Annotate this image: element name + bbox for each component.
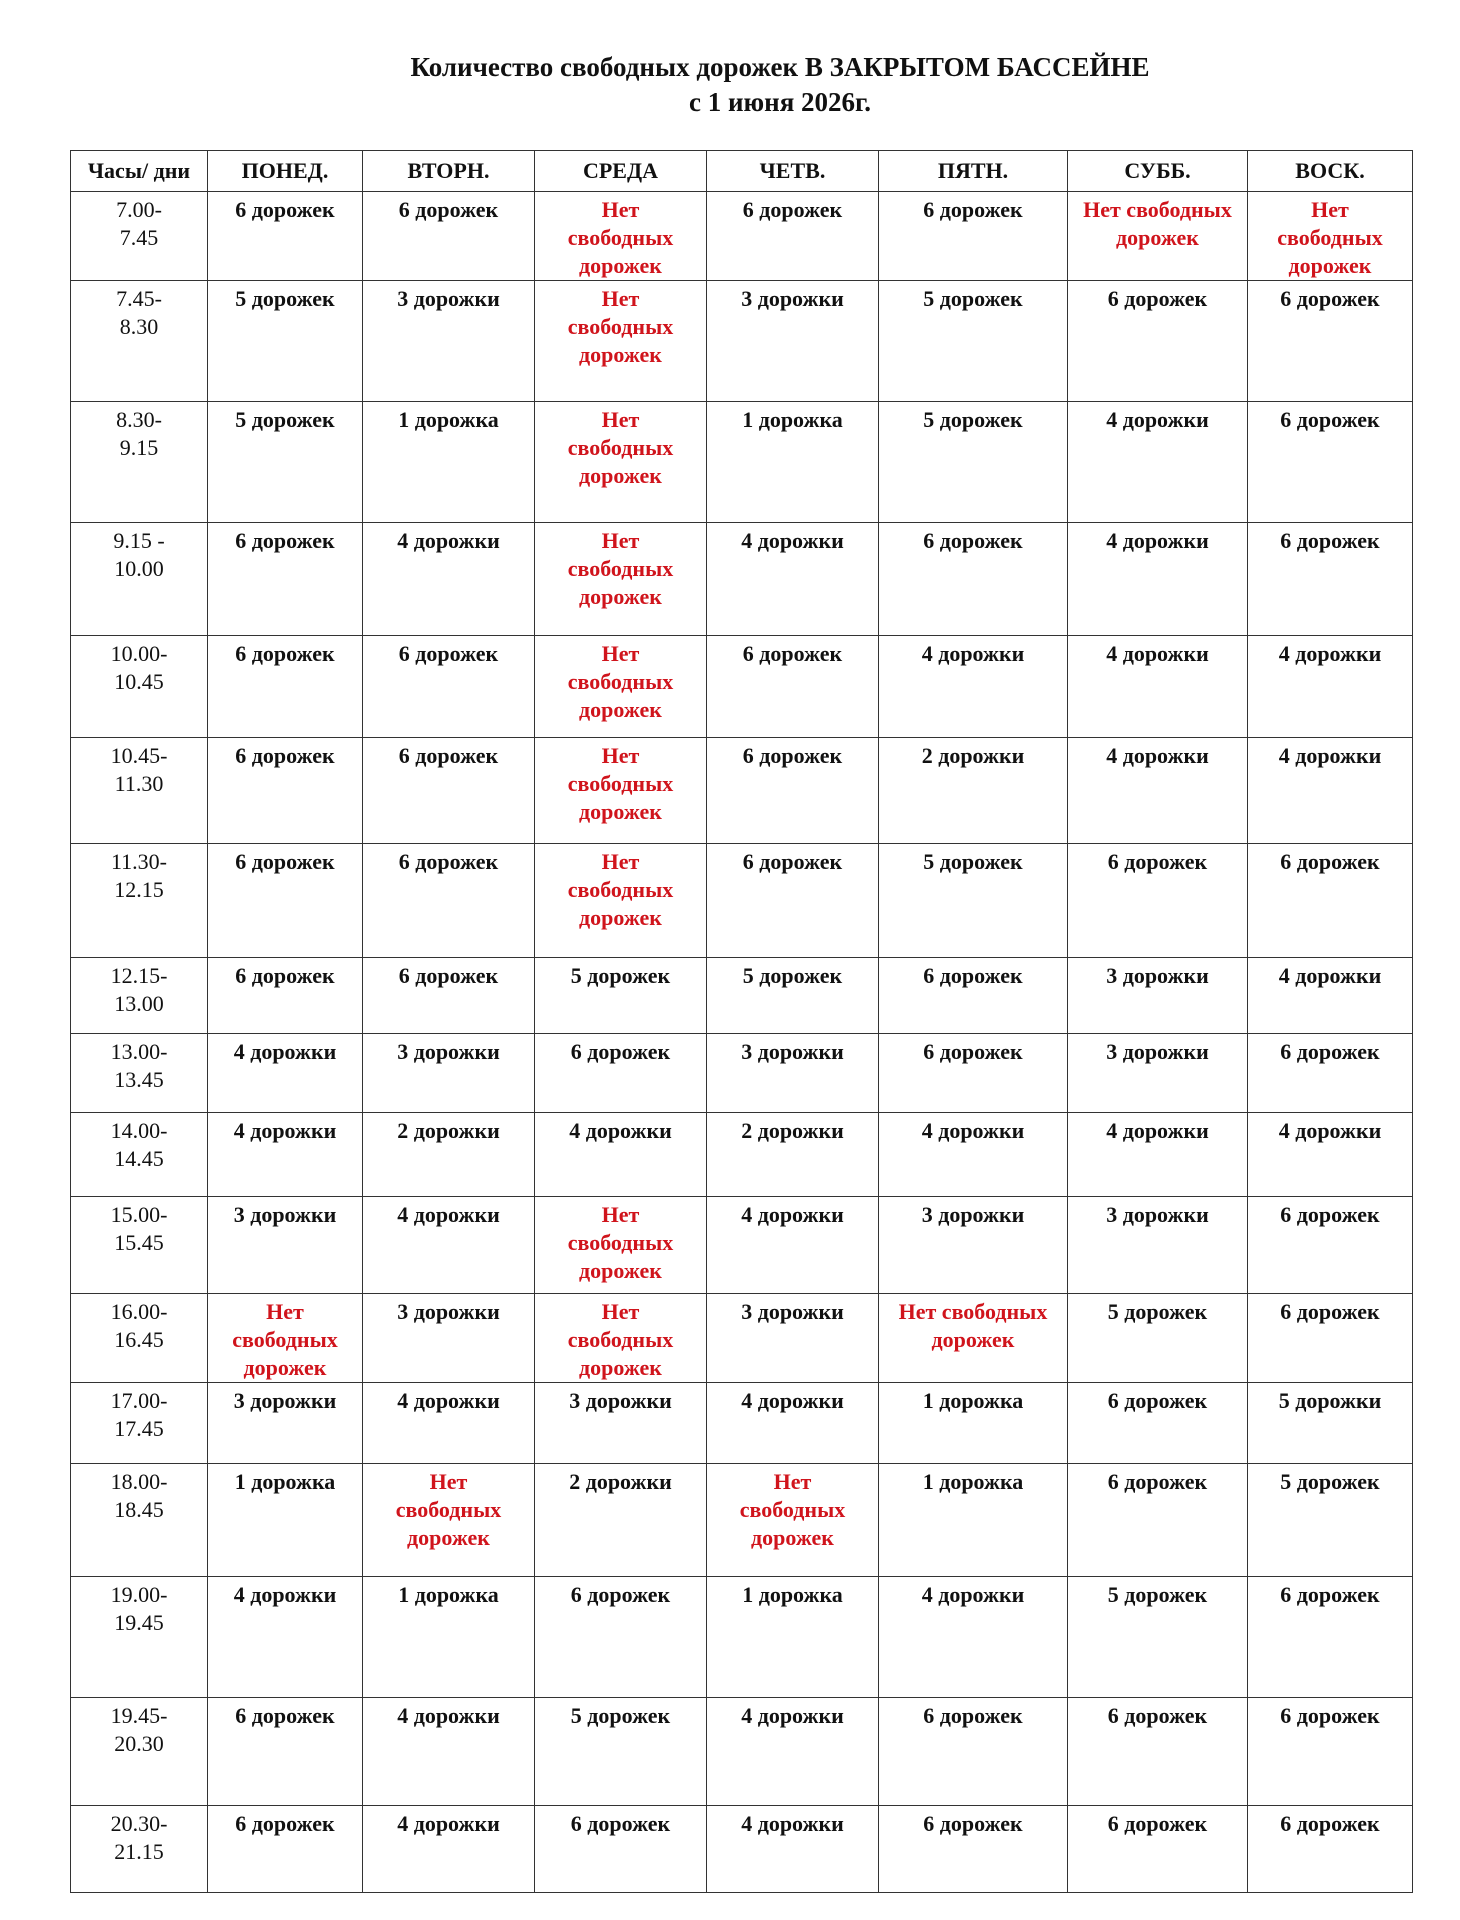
no-lanes-cell: Нет свободных дорожек <box>535 636 707 738</box>
lanes-count-cell: 4 дорожки <box>363 1197 535 1294</box>
lanes-count-cell: 6 дорожек <box>707 738 879 844</box>
time-slot-cell: 16.00- 16.45 <box>71 1294 208 1383</box>
lanes-count-cell: 5 дорожек <box>879 844 1068 958</box>
lanes-count-cell: 6 дорожек <box>1248 281 1413 402</box>
lanes-count-cell: 6 дорожек <box>208 523 363 636</box>
time-slot-cell: 11.30- 12.15 <box>71 844 208 958</box>
lanes-count-cell: 4 дорожки <box>208 1034 363 1113</box>
lanes-count-cell: 4 дорожки <box>363 1806 535 1893</box>
lanes-count-cell: 4 дорожки <box>1068 402 1248 523</box>
lanes-count-cell: 6 дорожек <box>208 1698 363 1806</box>
document-title <box>0 50 1460 120</box>
time-slot-cell: 14.00- 14.45 <box>71 1113 208 1197</box>
lanes-count-cell: 5 дорожек <box>535 1698 707 1806</box>
time-slot-cell: 9.15 - 10.00 <box>71 523 208 636</box>
lanes-count-cell: 6 дорожек <box>535 1577 707 1698</box>
lanes-count-cell: 6 дорожек <box>208 958 363 1034</box>
lanes-count-cell: 6 дорожек <box>879 1806 1068 1893</box>
lanes-count-cell: 4 дорожки <box>208 1113 363 1197</box>
time-slot-cell: 8.30- 9.15 <box>71 402 208 523</box>
lanes-count-cell: 4 дорожки <box>1248 1113 1413 1197</box>
no-lanes-cell: Нет свободных дорожек <box>363 1464 535 1577</box>
no-lanes-cell: Нет свободных дорожек <box>879 1294 1068 1383</box>
no-lanes-cell: Нет свободных дорожек <box>535 1197 707 1294</box>
lanes-count-cell: 4 дорожки <box>879 636 1068 738</box>
table-row <box>71 1197 1413 1294</box>
lanes-count-cell: 3 дорожки <box>535 1383 707 1464</box>
lanes-count-cell: 5 дорожек <box>879 281 1068 402</box>
lanes-count-cell: 3 дорожки <box>1068 1197 1248 1294</box>
lanes-count-cell: 2 дорожки <box>535 1464 707 1577</box>
no-lanes-cell: Нет свободных дорожек <box>1068 192 1248 281</box>
lanes-count-cell: 6 дорожек <box>1248 1294 1413 1383</box>
lanes-count-cell: 6 дорожек <box>1068 281 1248 402</box>
lanes-count-cell: 6 дорожек <box>1248 402 1413 523</box>
lanes-count-cell: 4 дорожки <box>1068 523 1248 636</box>
day-header-sun: ВОСК. <box>1248 151 1413 192</box>
lanes-count-cell: 4 дорожки <box>1248 958 1413 1034</box>
time-slot-cell: 15.00- 15.45 <box>71 1197 208 1294</box>
lanes-count-cell: 4 дорожки <box>707 1197 879 1294</box>
lanes-count-cell: 6 дорожек <box>1248 1034 1413 1113</box>
schedule-body <box>71 192 1413 1893</box>
day-header-sat: СУББ. <box>1068 151 1248 192</box>
no-lanes-cell: Нет свободных дорожек <box>707 1464 879 1577</box>
title-line-1: Количество свободных дорожек В ЗАКРЫТОМ БАССЕЙНЕ <box>410 52 1150 82</box>
table-row <box>71 1806 1413 1893</box>
table-row <box>71 402 1413 523</box>
table-row <box>71 1698 1413 1806</box>
lanes-count-cell: 1 дорожка <box>879 1464 1068 1577</box>
lanes-count-cell: 6 дорожек <box>1068 1806 1248 1893</box>
lanes-count-cell: 6 дорожек <box>1068 1464 1248 1577</box>
lanes-count-cell: 4 дорожки <box>879 1113 1068 1197</box>
lanes-count-cell: 6 дорожек <box>1248 523 1413 636</box>
lanes-count-cell: 6 дорожек <box>879 1034 1068 1113</box>
lanes-count-cell: 5 дорожек <box>1068 1577 1248 1698</box>
lanes-count-cell: 6 дорожек <box>535 1806 707 1893</box>
lanes-schedule-table <box>70 150 1413 1893</box>
lanes-count-cell: 4 дорожки <box>707 1698 879 1806</box>
table-row <box>71 844 1413 958</box>
time-slot-cell: 17.00- 17.45 <box>71 1383 208 1464</box>
lanes-count-cell: 4 дорожки <box>363 1698 535 1806</box>
lanes-count-cell: 1 дорожка <box>707 402 879 523</box>
lanes-count-cell: 6 дорожек <box>1248 844 1413 958</box>
lanes-count-cell: 4 дорожки <box>363 1383 535 1464</box>
lanes-count-cell: 5 дорожек <box>208 402 363 523</box>
day-header-fri: ПЯТН. <box>879 151 1068 192</box>
lanes-count-cell: 6 дорожек <box>363 636 535 738</box>
lanes-count-cell: 4 дорожки <box>707 1383 879 1464</box>
lanes-count-cell: 5 дорожек <box>1248 1464 1413 1577</box>
time-slot-cell: 18.00- 18.45 <box>71 1464 208 1577</box>
table-row <box>71 738 1413 844</box>
lanes-count-cell: 5 дорожек <box>707 958 879 1034</box>
no-lanes-cell: Нет свободных дорожек <box>535 192 707 281</box>
lanes-count-cell: 3 дорожки <box>1068 1034 1248 1113</box>
table-header-row <box>71 151 1413 192</box>
lanes-count-cell: 3 дорожки <box>363 1294 535 1383</box>
no-lanes-cell: Нет свободных дорожек <box>535 523 707 636</box>
lanes-count-cell: 5 дорожек <box>208 281 363 402</box>
table-row <box>71 1113 1413 1197</box>
lanes-count-cell: 6 дорожек <box>1068 1383 1248 1464</box>
day-header-wed: СРЕДА <box>535 151 707 192</box>
day-header-tue: ВТОРН. <box>363 151 535 192</box>
lanes-count-cell: 6 дорожек <box>1068 1698 1248 1806</box>
lanes-count-cell: 3 дорожки <box>879 1197 1068 1294</box>
lanes-count-cell: 2 дорожки <box>363 1113 535 1197</box>
lanes-count-cell: 6 дорожек <box>363 958 535 1034</box>
lanes-count-cell: 4 дорожки <box>1068 738 1248 844</box>
lanes-count-cell: 3 дорожки <box>208 1383 363 1464</box>
lanes-count-cell: 6 дорожек <box>363 844 535 958</box>
no-lanes-cell: Нет свободных дорожек <box>535 281 707 402</box>
lanes-count-cell: 6 дорожек <box>879 958 1068 1034</box>
lanes-count-cell: 6 дорожек <box>1248 1197 1413 1294</box>
table-row <box>71 1294 1413 1383</box>
table-row <box>71 281 1413 402</box>
lanes-count-cell: 4 дорожки <box>1068 1113 1248 1197</box>
lanes-count-cell: 3 дорожки <box>208 1197 363 1294</box>
lanes-count-cell: 6 дорожек <box>879 192 1068 281</box>
lanes-count-cell: 5 дорожек <box>879 402 1068 523</box>
lanes-count-cell: 3 дорожки <box>707 1294 879 1383</box>
lanes-count-cell: 2 дорожки <box>707 1113 879 1197</box>
time-slot-cell: 19.00- 19.45 <box>71 1577 208 1698</box>
lanes-count-cell: 6 дорожек <box>707 192 879 281</box>
day-header-thu: ЧЕТВ. <box>707 151 879 192</box>
lanes-count-cell: 3 дорожки <box>363 1034 535 1113</box>
lanes-count-cell: 1 дорожка <box>363 402 535 523</box>
time-slot-cell: 19.45- 20.30 <box>71 1698 208 1806</box>
no-lanes-cell: Нет свободных дорожек <box>535 844 707 958</box>
lanes-count-cell: 6 дорожек <box>208 844 363 958</box>
time-slot-cell: 20.30- 21.15 <box>71 1806 208 1893</box>
table-row <box>71 523 1413 636</box>
lanes-count-cell: 3 дорожки <box>707 1034 879 1113</box>
lanes-count-cell: 1 дорожка <box>363 1577 535 1698</box>
table-row <box>71 192 1413 281</box>
lanes-count-cell: 1 дорожка <box>707 1577 879 1698</box>
lanes-count-cell: 4 дорожки <box>1248 738 1413 844</box>
time-column-header: Часы/ дни <box>71 151 208 192</box>
lanes-count-cell: 6 дорожек <box>1248 1806 1413 1893</box>
lanes-count-cell: 4 дорожки <box>707 1806 879 1893</box>
lanes-count-cell: 6 дорожек <box>363 192 535 281</box>
lanes-count-cell: 3 дорожки <box>1068 958 1248 1034</box>
lanes-count-cell: 4 дорожки <box>535 1113 707 1197</box>
lanes-count-cell: 4 дорожки <box>208 1577 363 1698</box>
time-slot-cell: 12.15- 13.00 <box>71 958 208 1034</box>
lanes-count-cell: 6 дорожек <box>707 636 879 738</box>
time-slot-cell: 7.00- 7.45 <box>71 192 208 281</box>
lanes-count-cell: 4 дорожки <box>1068 636 1248 738</box>
title-line-2: с 1 июня 2026г. <box>688 87 872 117</box>
lanes-count-cell: 6 дорожек <box>208 636 363 738</box>
lanes-count-cell: 1 дорожка <box>208 1464 363 1577</box>
no-lanes-cell: Нет свободных дорожек <box>208 1294 363 1383</box>
lanes-count-cell: 3 дорожки <box>363 281 535 402</box>
lanes-count-cell: 6 дорожек <box>879 1698 1068 1806</box>
table-row <box>71 1034 1413 1113</box>
lanes-count-cell: 5 дорожек <box>535 958 707 1034</box>
table-row <box>71 1464 1413 1577</box>
no-lanes-cell: Нет свободных дорожек <box>535 402 707 523</box>
table-row <box>71 958 1413 1034</box>
no-lanes-cell: Нет свободных дорожек <box>535 1294 707 1383</box>
no-lanes-cell: Нет свободных дорожек <box>1248 192 1413 281</box>
lanes-count-cell: 6 дорожек <box>208 192 363 281</box>
lanes-count-cell: 5 дорожек <box>1068 1294 1248 1383</box>
lanes-count-cell: 1 дорожка <box>879 1383 1068 1464</box>
day-header-mon: ПОНЕД. <box>208 151 363 192</box>
lanes-count-cell: 3 дорожки <box>707 281 879 402</box>
table-row <box>71 1577 1413 1698</box>
lanes-count-cell: 6 дорожек <box>1248 1698 1413 1806</box>
lanes-count-cell: 5 дорожки <box>1248 1383 1413 1464</box>
lanes-count-cell: 4 дорожки <box>879 1577 1068 1698</box>
lanes-count-cell: 4 дорожки <box>707 523 879 636</box>
lanes-count-cell: 4 дорожки <box>363 523 535 636</box>
table-row <box>71 636 1413 738</box>
lanes-count-cell: 6 дорожек <box>1248 1577 1413 1698</box>
lanes-count-cell: 4 дорожки <box>1248 636 1413 738</box>
lanes-count-cell: 6 дорожек <box>535 1034 707 1113</box>
lanes-count-cell: 6 дорожек <box>208 738 363 844</box>
time-slot-cell: 7.45- 8.30 <box>71 281 208 402</box>
table-row <box>71 1383 1413 1464</box>
time-slot-cell: 13.00- 13.45 <box>71 1034 208 1113</box>
no-lanes-cell: Нет свободных дорожек <box>535 738 707 844</box>
lanes-count-cell: 6 дорожек <box>363 738 535 844</box>
time-slot-cell: 10.45- 11.30 <box>71 738 208 844</box>
lanes-count-cell: 6 дорожек <box>707 844 879 958</box>
lanes-count-cell: 2 дорожки <box>879 738 1068 844</box>
lanes-count-cell: 6 дорожек <box>1068 844 1248 958</box>
lanes-count-cell: 6 дорожек <box>879 523 1068 636</box>
time-slot-cell: 10.00- 10.45 <box>71 636 208 738</box>
lanes-count-cell: 6 дорожек <box>208 1806 363 1893</box>
